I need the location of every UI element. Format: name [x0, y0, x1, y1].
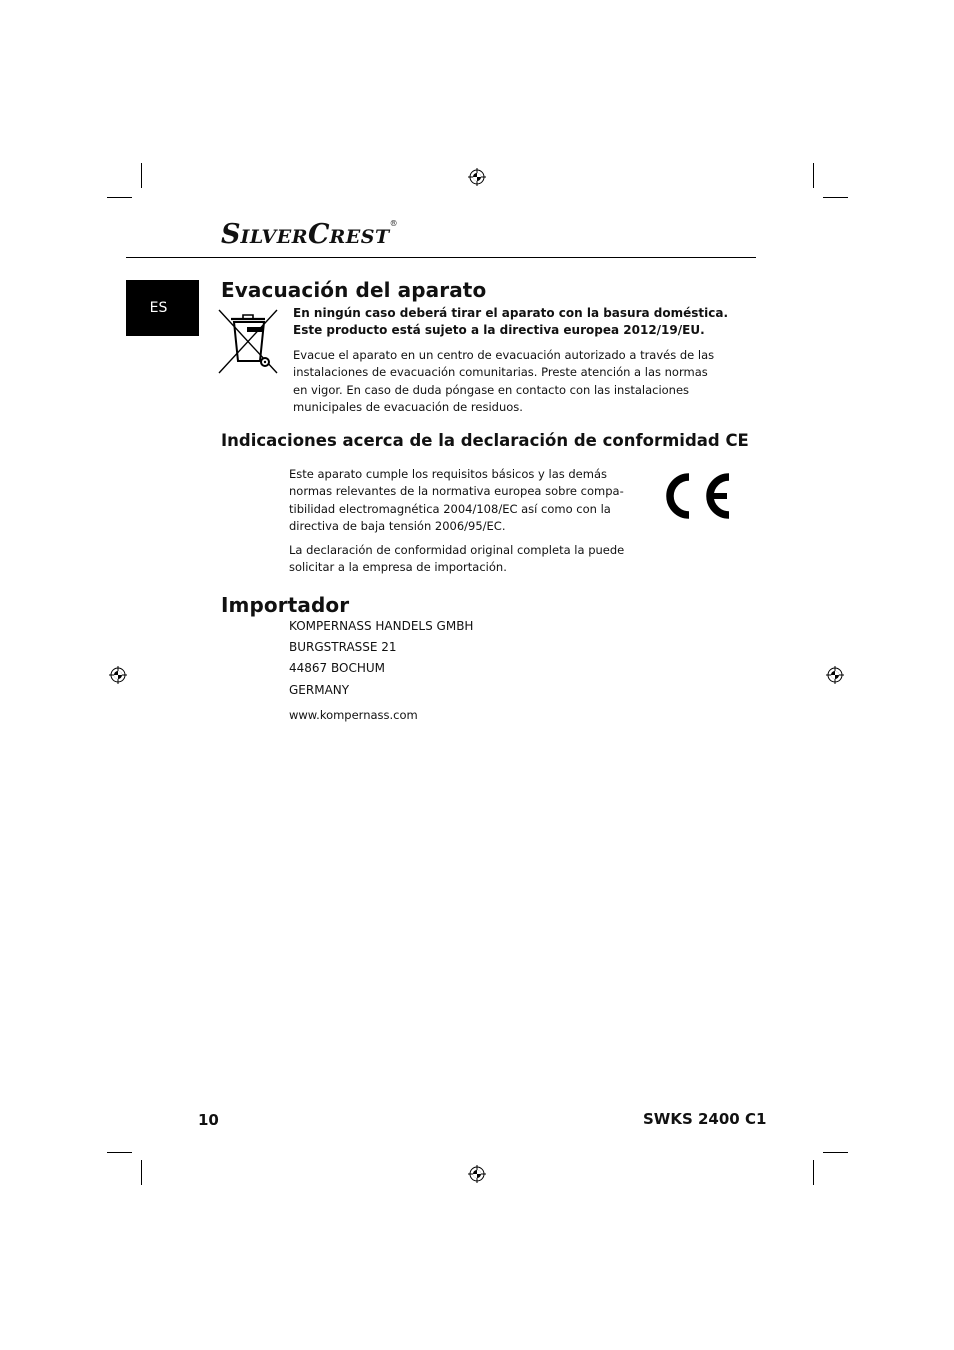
body-line: en vigor. En caso de duda póngase en contacto con las instalaciones — [293, 382, 690, 397]
conformity-para-2 — [289, 542, 624, 577]
header-rule — [126, 257, 756, 258]
brand-letters: REST — [329, 226, 390, 248]
body-line: instalaciones de evacuación comunitarias. Preste atención a las normas — [293, 365, 708, 380]
registration-mark-icon — [468, 168, 486, 186]
model-number: SWKS 2400 C1 — [643, 1110, 767, 1128]
address-line: BURGSTRASSE 21 — [289, 640, 397, 654]
crop-mark — [107, 197, 132, 198]
section-title-conformity: Indicaciones acerca de la declaración de conformidad CE — [221, 431, 749, 450]
registered-mark: ® — [389, 219, 398, 228]
crop-mark — [823, 1152, 848, 1153]
language-tab: ES — [126, 280, 199, 336]
body-line: normas relevantes de la normativa europea sobre compa- — [289, 484, 624, 499]
address-line: KOMPERNASS HANDELS GMBH — [289, 619, 474, 633]
registration-mark-icon — [826, 666, 844, 684]
body-line: tibilidad electromagnética 2004/108/EC así como con la — [289, 501, 611, 516]
crop-mark — [141, 1160, 142, 1185]
crop-mark — [813, 1160, 814, 1185]
brand-letter: C — [308, 219, 330, 250]
brand-logo — [221, 219, 398, 250]
warning-line: En ningún caso deberá tirar el aparato con la basura doméstica. — [293, 306, 729, 320]
crop-mark — [813, 163, 814, 188]
disposal-body — [293, 347, 714, 417]
page-number: 10 — [198, 1111, 219, 1129]
warning-line: Este producto está sujeto a la directiva europea 2012/19/EU. — [293, 323, 705, 337]
brand-letters: ILVER — [240, 226, 309, 248]
registration-mark-icon — [468, 1165, 486, 1183]
address-line: 44867 BOCHUM — [289, 661, 385, 675]
crossed-out-wheelie-bin-icon — [217, 307, 279, 375]
crop-mark — [141, 163, 142, 188]
body-line: Este aparato cumple los requisitos básicos y las demás — [289, 467, 608, 481]
disposal-warning — [293, 305, 728, 339]
section-title-disposal: Evacuación del aparato — [221, 278, 487, 302]
ce-mark-icon — [657, 473, 732, 519]
website-link[interactable]: www.kompernass.com — [289, 708, 418, 722]
body-line: La declaración de conformidad original completa la puede — [289, 543, 625, 557]
section-title-importer: Importador — [221, 593, 350, 617]
body-line: directiva de baja tensión 2006/95/EC. — [289, 519, 506, 534]
crop-mark — [823, 197, 848, 198]
crop-mark — [107, 1152, 132, 1153]
body-line: Evacue el aparato en un centro de evacuación autorizado a través de las — [293, 348, 715, 362]
conformity-para-1 — [289, 466, 624, 536]
address-line: GERMANY — [289, 683, 350, 697]
body-line: municipales de evacuación de residuos. — [293, 400, 523, 415]
brand-letter: S — [221, 219, 241, 250]
body-line: solicitar a la empresa de importación. — [289, 560, 507, 575]
registration-mark-icon — [109, 666, 127, 684]
